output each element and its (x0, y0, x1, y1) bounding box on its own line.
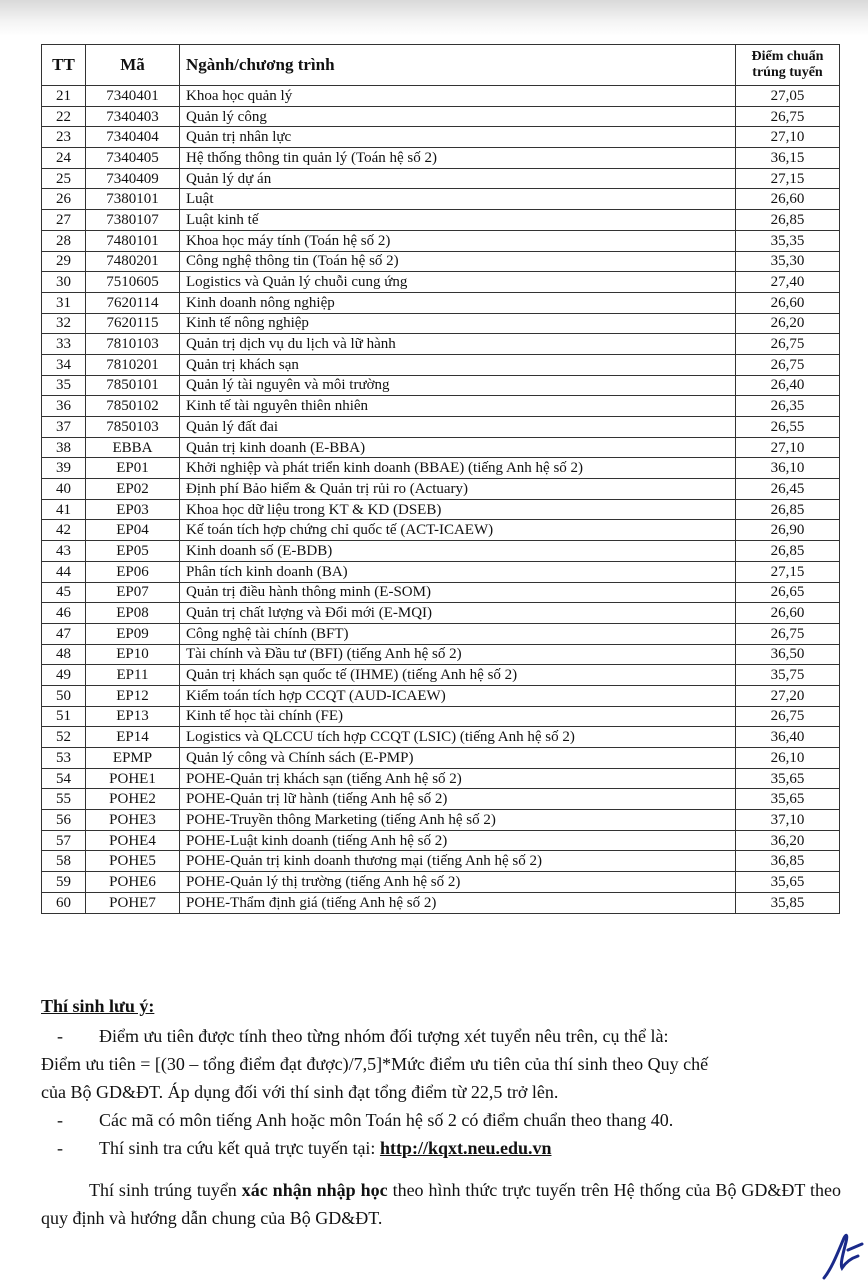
cell-diem: 36,15 (736, 148, 840, 169)
cell-diem: 27,10 (736, 127, 840, 148)
table-row (42, 727, 840, 748)
table-row (42, 106, 840, 127)
cell-ma: EP08 (86, 603, 180, 624)
table-row (42, 168, 840, 189)
cell-ma: EP06 (86, 561, 180, 582)
table-row (42, 872, 840, 893)
cell-ma: EBBA (86, 437, 180, 458)
admission-score-table (41, 44, 840, 914)
cell-diem: 26,75 (736, 354, 840, 375)
bullet-dash: - (57, 1026, 63, 1046)
table-row (42, 313, 840, 334)
cell-nganh: Kinh tế học tài chính (FE) (180, 706, 736, 727)
cell-tt: 26 (42, 189, 86, 210)
table-row (42, 272, 840, 293)
cell-ma: POHE2 (86, 789, 180, 810)
cell-tt: 37 (42, 417, 86, 438)
cell-tt: 23 (42, 127, 86, 148)
table-row (42, 334, 840, 355)
cell-nganh: Quản trị kinh doanh (E-BBA) (180, 437, 736, 458)
cell-ma: 7620114 (86, 292, 180, 313)
cell-ma: EP14 (86, 727, 180, 748)
cell-ma: POHE1 (86, 768, 180, 789)
cell-ma: 7810103 (86, 334, 180, 355)
table-row (42, 561, 840, 582)
cell-ma: 7850102 (86, 396, 180, 417)
cell-tt: 25 (42, 168, 86, 189)
cell-tt: 34 (42, 354, 86, 375)
cell-diem: 26,90 (736, 520, 840, 541)
signature-icon (818, 1228, 866, 1280)
cell-ma: 7850101 (86, 375, 180, 396)
cell-ma: POHE7 (86, 892, 180, 913)
page-top-edge (0, 0, 868, 36)
cell-nganh: Quản lý tài nguyên và môi trường (180, 375, 736, 396)
cell-diem: 27,40 (736, 272, 840, 293)
cell-tt: 46 (42, 603, 86, 624)
table-row (42, 603, 840, 624)
cell-tt: 54 (42, 768, 86, 789)
cell-diem: 27,15 (736, 168, 840, 189)
cell-nganh: POHE-Truyền thông Marketing (tiếng Anh hệ số 2) (180, 810, 736, 831)
cell-ma: 7810201 (86, 354, 180, 375)
cell-nganh: POHE-Quản trị kinh doanh thương mại (tiếng Anh hệ số 2) (180, 851, 736, 872)
cell-ma: EP13 (86, 706, 180, 727)
cell-ma: 7850103 (86, 417, 180, 438)
cell-diem: 35,30 (736, 251, 840, 272)
cell-tt: 29 (42, 251, 86, 272)
cell-nganh: Quản lý công và Chính sách (E-PMP) (180, 748, 736, 769)
cell-nganh: Phân tích kinh doanh (BA) (180, 561, 736, 582)
cell-tt: 53 (42, 748, 86, 769)
table-row (42, 458, 840, 479)
bullet-dash: - (57, 1110, 63, 1130)
cell-diem: 26,75 (736, 106, 840, 127)
note-item-1 (41, 1022, 841, 1050)
cell-nganh: Logistics và Quản lý chuỗi cung ứng (180, 272, 736, 293)
cell-nganh: Luật (180, 189, 736, 210)
header-tt: TT (42, 45, 86, 86)
table-row (42, 748, 840, 769)
cell-nganh: Hệ thống thông tin quản lý (Toán hệ số 2) (180, 148, 736, 169)
cell-tt: 43 (42, 541, 86, 562)
cell-tt: 30 (42, 272, 86, 293)
table-row (42, 210, 840, 231)
table-row (42, 810, 840, 831)
cell-nganh: Kinh doanh số (E-BDB) (180, 541, 736, 562)
cell-diem: 26,65 (736, 582, 840, 603)
cell-diem: 27,10 (736, 437, 840, 458)
table-row (42, 685, 840, 706)
cell-nganh: Quản trị khách sạn (180, 354, 736, 375)
cell-nganh: Quản lý đất đai (180, 417, 736, 438)
cell-nganh: Kinh doanh nông nghiệp (180, 292, 736, 313)
cell-ma: 7340401 (86, 86, 180, 107)
cell-nganh: Kinh tế nông nghiệp (180, 313, 736, 334)
table-header-row (42, 45, 840, 86)
table-row (42, 479, 840, 500)
cell-diem: 26,85 (736, 210, 840, 231)
cell-diem: 26,35 (736, 396, 840, 417)
cell-nganh: Kiểm toán tích hợp CCQT (AUD-ICAEW) (180, 685, 736, 706)
enrollment-paragraph (41, 1176, 841, 1232)
cell-ma: 7340404 (86, 127, 180, 148)
cell-ma: 7340405 (86, 148, 180, 169)
cell-nganh: Khoa học dữ liệu trong KT & KD (DSEB) (180, 499, 736, 520)
header-diem-line1: Điểm chuẩn (751, 49, 824, 64)
table-row (42, 86, 840, 107)
cell-ma: POHE6 (86, 872, 180, 893)
cell-nganh: POHE-Quản trị lữ hành (tiếng Anh hệ số 2) (180, 789, 736, 810)
table-row (42, 354, 840, 375)
cell-ma: EPMP (86, 748, 180, 769)
cell-ma: EP05 (86, 541, 180, 562)
cell-tt: 47 (42, 623, 86, 644)
cell-ma: 7380107 (86, 210, 180, 231)
cell-diem: 27,05 (736, 86, 840, 107)
cell-nganh: Kinh tế tài nguyên thiên nhiên (180, 396, 736, 417)
table-row (42, 396, 840, 417)
cell-diem: 26,60 (736, 292, 840, 313)
cell-tt: 41 (42, 499, 86, 520)
cell-ma: POHE5 (86, 851, 180, 872)
cell-nganh: Định phí Bảo hiểm & Quản trị rủi ro (Actuary) (180, 479, 736, 500)
cell-ma: 7380101 (86, 189, 180, 210)
cell-nganh: Công nghệ thông tin (Toán hệ số 2) (180, 251, 736, 272)
cell-diem: 36,50 (736, 644, 840, 665)
notes-section (41, 992, 841, 1232)
cell-diem: 35,75 (736, 665, 840, 686)
cell-tt: 56 (42, 810, 86, 831)
cell-tt: 60 (42, 892, 86, 913)
table-row (42, 189, 840, 210)
cell-diem: 26,40 (736, 375, 840, 396)
table-row (42, 830, 840, 851)
cell-diem: 26,75 (736, 623, 840, 644)
cell-diem: 36,10 (736, 458, 840, 479)
header-nganh: Ngành/chương trình (180, 45, 736, 86)
table-row (42, 148, 840, 169)
cell-diem: 27,15 (736, 561, 840, 582)
table-row (42, 706, 840, 727)
cell-nganh: Tài chính và Đầu tư (BFI) (tiếng Anh hệ số 2) (180, 644, 736, 665)
cell-diem: 36,40 (736, 727, 840, 748)
cell-ma: 7620115 (86, 313, 180, 334)
cell-nganh: Logistics và QLCCU tích hợp CCQT (LSIC) (tiếng Anh hệ số 2) (180, 727, 736, 748)
lookup-link[interactable]: http://kqxt.neu.edu.vn (379, 1138, 552, 1158)
cell-tt: 50 (42, 685, 86, 706)
cell-tt: 48 (42, 644, 86, 665)
cell-diem: 26,85 (736, 541, 840, 562)
cell-ma: 7340403 (86, 106, 180, 127)
note-item-3 (41, 1134, 841, 1162)
cell-diem: 26,60 (736, 189, 840, 210)
table-row (42, 437, 840, 458)
para-part1: Thí sinh trúng tuyển (89, 1180, 242, 1200)
cell-tt: 38 (42, 437, 86, 458)
bullet-dash: - (57, 1138, 63, 1158)
cell-ma: 7510605 (86, 272, 180, 293)
cell-diem: 26,10 (736, 748, 840, 769)
cell-ma: EP03 (86, 499, 180, 520)
cell-nganh: Kế toán tích hợp chứng chỉ quốc tế (ACT-ICAEW) (180, 520, 736, 541)
note-item-2 (41, 1106, 841, 1134)
cell-diem: 26,55 (736, 417, 840, 438)
cell-diem: 36,20 (736, 830, 840, 851)
cell-ma: POHE3 (86, 810, 180, 831)
cell-ma: 7480101 (86, 230, 180, 251)
cell-diem: 26,85 (736, 499, 840, 520)
cell-tt: 27 (42, 210, 86, 231)
cell-nganh: Quản trị chất lượng và Đổi mới (E-MQI) (180, 603, 736, 624)
cell-tt: 45 (42, 582, 86, 603)
table-row (42, 892, 840, 913)
table-row (42, 127, 840, 148)
table-row (42, 623, 840, 644)
cell-ma: EP04 (86, 520, 180, 541)
cell-nganh: Luật kinh tế (180, 210, 736, 231)
cell-diem: 26,60 (736, 603, 840, 624)
cell-nganh: Quản trị khách sạn quốc tế (IHME) (tiếng Anh hệ số 2) (180, 665, 736, 686)
cell-tt: 32 (42, 313, 86, 334)
cell-diem: 35,85 (736, 892, 840, 913)
cell-tt: 51 (42, 706, 86, 727)
cell-tt: 57 (42, 830, 86, 851)
cell-nganh: Khoa học máy tính (Toán hệ số 2) (180, 230, 736, 251)
cell-diem: 35,65 (736, 872, 840, 893)
table-row (42, 251, 840, 272)
para-bold: xác nhận nhập học (241, 1180, 388, 1200)
table-row (42, 230, 840, 251)
note-item-1-line3: của Bộ GD&ĐT. Áp dụng đối với thí sinh đạt tổng điểm từ 22,5 trở lên. (41, 1082, 559, 1102)
cell-tt: 58 (42, 851, 86, 872)
cell-tt: 40 (42, 479, 86, 500)
cell-diem: 27,20 (736, 685, 840, 706)
table-row (42, 768, 840, 789)
cell-nganh: Công nghệ tài chính (BFT) (180, 623, 736, 644)
cell-nganh: Khoa học quản lý (180, 86, 736, 107)
table-row (42, 292, 840, 313)
cell-nganh: POHE-Quản lý thị trường (tiếng Anh hệ số 2) (180, 872, 736, 893)
cell-diem: 35,35 (736, 230, 840, 251)
cell-ma: 7480201 (86, 251, 180, 272)
cell-tt: 22 (42, 106, 86, 127)
cell-nganh: Quản lý dự án (180, 168, 736, 189)
cell-diem: 26,45 (736, 479, 840, 500)
cell-ma: POHE4 (86, 830, 180, 851)
cell-ma: EP07 (86, 582, 180, 603)
header-ma: Mã (86, 45, 180, 86)
header-diem (736, 45, 840, 86)
cell-diem: 36,85 (736, 851, 840, 872)
cell-tt: 36 (42, 396, 86, 417)
cell-nganh: Khởi nghiệp và phát triển kinh doanh (BBAE) (tiếng Anh hệ số 2) (180, 458, 736, 479)
cell-nganh: POHE-Quản trị khách sạn (tiếng Anh hệ số 2) (180, 768, 736, 789)
cell-tt: 49 (42, 665, 86, 686)
cell-tt: 21 (42, 86, 86, 107)
cell-diem: 26,75 (736, 334, 840, 355)
cell-tt: 42 (42, 520, 86, 541)
cell-tt: 44 (42, 561, 86, 582)
cell-ma: EP01 (86, 458, 180, 479)
cell-tt: 28 (42, 230, 86, 251)
table-row (42, 582, 840, 603)
table-row (42, 789, 840, 810)
cell-diem: 37,10 (736, 810, 840, 831)
cell-diem: 35,65 (736, 768, 840, 789)
cell-tt: 52 (42, 727, 86, 748)
cell-nganh: Quản trị dịch vụ du lịch và lữ hành (180, 334, 736, 355)
cell-tt: 35 (42, 375, 86, 396)
cell-ma: EP02 (86, 479, 180, 500)
cell-nganh: Quản lý công (180, 106, 736, 127)
cell-diem: 26,75 (736, 706, 840, 727)
cell-nganh: Quản trị điều hành thông minh (E-SOM) (180, 582, 736, 603)
table-row (42, 665, 840, 686)
notes-title: Thí sinh lưu ý: (41, 996, 155, 1016)
cell-ma: EP09 (86, 623, 180, 644)
cell-tt: 31 (42, 292, 86, 313)
cell-nganh: POHE-Luật kinh doanh (tiếng Anh hệ số 2) (180, 830, 736, 851)
cell-ma: EP12 (86, 685, 180, 706)
table-row (42, 851, 840, 872)
cell-diem: 35,65 (736, 789, 840, 810)
para-part2: theo hình thức trực tuyến trên Hệ thống của Bộ GD&ĐT theo quy định và hướng dẫn chung của Bộ GD&ĐT. (41, 1180, 841, 1228)
cell-ma: EP11 (86, 665, 180, 686)
table-row (42, 644, 840, 665)
table-row (42, 375, 840, 396)
table-body (42, 86, 840, 914)
cell-ma: EP10 (86, 644, 180, 665)
header-diem-line2: trúng tuyển (752, 65, 823, 80)
cell-ma: 7340409 (86, 168, 180, 189)
table-row (42, 520, 840, 541)
table-row (42, 417, 840, 438)
note-item-3-text: Thí sinh tra cứu kết quả trực tuyến tại: (99, 1138, 380, 1158)
cell-tt: 24 (42, 148, 86, 169)
note-item-2-text: Các mã có môn tiếng Anh hoặc môn Toán hệ số 2 có điểm chuẩn theo thang 40. (99, 1110, 674, 1130)
cell-tt: 59 (42, 872, 86, 893)
table-row (42, 541, 840, 562)
note-item-1-line2: Điểm ưu tiên = [(30 – tổng điểm đạt được)/7,5]*Mức điểm ưu tiên của thí sinh theo Quy chế (41, 1054, 709, 1074)
table-row (42, 499, 840, 520)
note-item-1-line1: Điểm ưu tiên được tính theo từng nhóm đối tượng xét tuyển nêu trên, cụ thể là: (99, 1026, 669, 1046)
cell-tt: 33 (42, 334, 86, 355)
cell-diem: 26,20 (736, 313, 840, 334)
cell-nganh: Quản trị nhân lực (180, 127, 736, 148)
cell-tt: 55 (42, 789, 86, 810)
cell-tt: 39 (42, 458, 86, 479)
cell-nganh: POHE-Thẩm định giá (tiếng Anh hệ số 2) (180, 892, 736, 913)
